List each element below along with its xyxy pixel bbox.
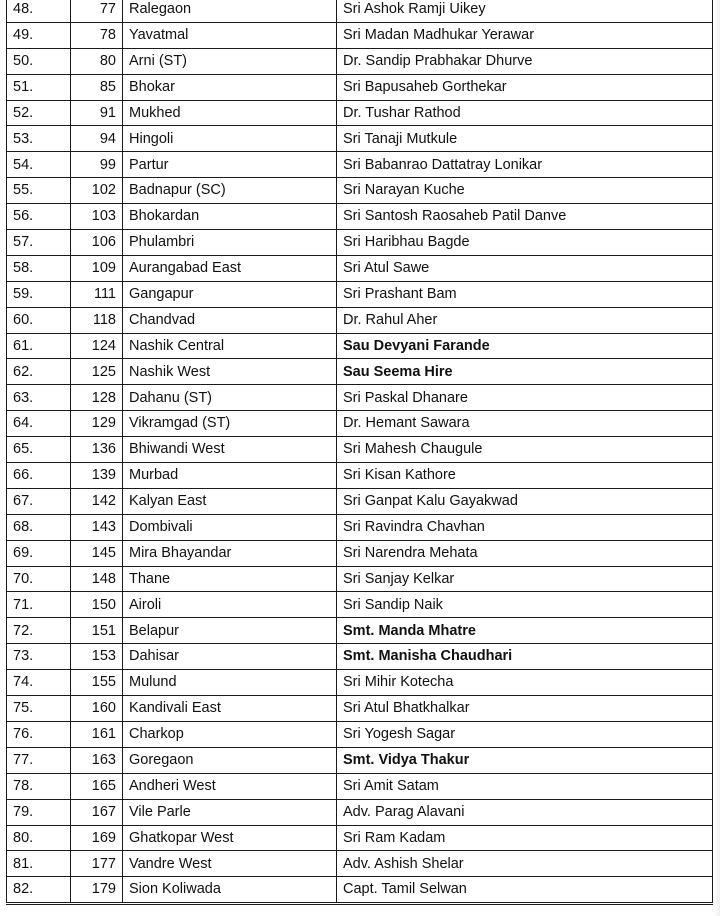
candidate-name-cell: Sri Sanjay Kelkar [337,566,713,592]
table-row [7,307,713,333]
constituency-number-cell: 160 [71,696,123,722]
candidate-name-cell: Sri Ashok Ramji Uikey [337,0,713,22]
constituency-name-cell: Goregaon [123,747,337,773]
constituency-name-cell: Arni (ST) [123,48,337,74]
constituency-name-cell: Belapur [123,618,337,644]
table-row [7,747,713,773]
constituency-number-cell: 142 [71,488,123,514]
constituency-name-cell: Chandvad [123,307,337,333]
constituency-number-cell: 150 [71,592,123,618]
serial-number-cell: 80. [7,825,71,851]
serial-number-cell: 65. [7,437,71,463]
constituency-number-cell: 109 [71,255,123,281]
serial-number-cell: 58. [7,255,71,281]
candidate-name-cell: Dr. Tushar Rathod [337,100,713,126]
serial-number-cell: 51. [7,74,71,100]
table-row [7,0,713,22]
constituency-name-cell: Bhiwandi West [123,437,337,463]
table-row [7,48,713,74]
serial-number-cell: 73. [7,644,71,670]
constituency-name-cell: Mulund [123,670,337,696]
serial-number-cell: 78. [7,773,71,799]
candidate-name-cell: Dr. Hemant Sawara [337,411,713,437]
candidate-name-cell: Sau Seema Hire [337,359,713,385]
constituency-number-cell: 163 [71,747,123,773]
table-row [7,721,713,747]
constituency-name-cell: Partur [123,152,337,178]
candidate-name-cell: Adv. Ashish Shelar [337,851,713,877]
constituency-name-cell: Ghatkopar West [123,825,337,851]
constituency-number-cell: 125 [71,359,123,385]
serial-number-cell: 49. [7,22,71,48]
constituency-name-cell: Andheri West [123,773,337,799]
constituency-name-cell: Vikramgad (ST) [123,411,337,437]
table-row [7,411,713,437]
serial-number-cell: 77. [7,747,71,773]
candidate-name-cell: Adv. Parag Alavani [337,799,713,825]
page-edge-shadow [714,0,720,916]
table-row [7,255,713,281]
table-row [7,592,713,618]
constituency-number-cell: 148 [71,566,123,592]
candidate-name-cell: Sri Atul Sawe [337,255,713,281]
constituency-name-cell: Ralegaon [123,0,337,22]
candidate-name-cell: Sri Amit Satam [337,773,713,799]
candidate-name-cell: Sri Kisan Kathore [337,463,713,489]
constituency-name-cell: Airoli [123,592,337,618]
candidate-list-table [6,0,713,905]
table-row [7,100,713,126]
constituency-number-cell: 153 [71,644,123,670]
serial-number-cell: 76. [7,721,71,747]
serial-number-cell: 64. [7,411,71,437]
constituency-name-cell: Gangapur [123,281,337,307]
constituency-name-cell: Dahisar [123,644,337,670]
constituency-name-cell: Kalyan East [123,488,337,514]
serial-number-cell: 55. [7,178,71,204]
candidate-name-cell: Sri Narayan Kuche [337,178,713,204]
table-row [7,488,713,514]
constituency-number-cell: 91 [71,100,123,126]
constituency-name-cell: Vandre West [123,851,337,877]
serial-number-cell: 59. [7,281,71,307]
table-row [7,514,713,540]
table-row [7,204,713,230]
constituency-name-cell: Bhokar [123,74,337,100]
serial-number-cell: 62. [7,359,71,385]
constituency-name-cell: Phulambri [123,230,337,256]
candidate-name-cell: Capt. Tamil Selwan [337,877,713,904]
serial-number-cell: 69. [7,540,71,566]
serial-number-cell: 66. [7,463,71,489]
serial-number-cell: 74. [7,670,71,696]
candidate-name-cell: Sri Bapusaheb Gorthekar [337,74,713,100]
serial-number-cell: 56. [7,204,71,230]
candidate-name-cell: Sri Sandip Naik [337,592,713,618]
serial-number-cell: 68. [7,514,71,540]
serial-number-cell: 61. [7,333,71,359]
table-row [7,359,713,385]
serial-number-cell: 67. [7,488,71,514]
candidate-name-cell: Smt. Vidya Thakur [337,747,713,773]
serial-number-cell: 82. [7,877,71,904]
serial-number-cell: 53. [7,126,71,152]
serial-number-cell: 50. [7,48,71,74]
candidate-name-cell: Sri Prashant Bam [337,281,713,307]
table-row [7,773,713,799]
constituency-number-cell: 128 [71,385,123,411]
table-row [7,178,713,204]
table-row [7,825,713,851]
constituency-name-cell: Nashik Central [123,333,337,359]
candidate-name-cell: Sri Mihir Kotecha [337,670,713,696]
serial-number-cell: 48. [7,0,71,22]
constituency-name-cell: Murbad [123,463,337,489]
constituency-number-cell: 77 [71,0,123,22]
candidate-name-cell: Sri Yogesh Sagar [337,721,713,747]
serial-number-cell: 63. [7,385,71,411]
constituency-name-cell: Vile Parle [123,799,337,825]
constituency-name-cell: Mira Bhayandar [123,540,337,566]
constituency-name-cell: Thane [123,566,337,592]
table-row [7,877,713,904]
constituency-number-cell: 99 [71,152,123,178]
candidate-name-cell: Sri Mahesh Chaugule [337,437,713,463]
constituency-number-cell: 161 [71,721,123,747]
serial-number-cell: 60. [7,307,71,333]
constituency-number-cell: 102 [71,178,123,204]
table-row [7,618,713,644]
constituency-number-cell: 151 [71,618,123,644]
table-row [7,281,713,307]
constituency-number-cell: 106 [71,230,123,256]
constituency-name-cell: Dombivali [123,514,337,540]
serial-number-cell: 52. [7,100,71,126]
table-row [7,152,713,178]
candidate-name-cell: Sri Ravindra Chavhan [337,514,713,540]
constituency-name-cell: Dahanu (ST) [123,385,337,411]
table-row [7,74,713,100]
constituency-name-cell: Mukhed [123,100,337,126]
constituency-name-cell: Hingoli [123,126,337,152]
constituency-number-cell: 85 [71,74,123,100]
serial-number-cell: 75. [7,696,71,722]
constituency-number-cell: 177 [71,851,123,877]
constituency-number-cell: 80 [71,48,123,74]
candidate-name-cell: Sri Narendra Mehata [337,540,713,566]
candidate-name-cell: Smt. Manisha Chaudhari [337,644,713,670]
table-row [7,22,713,48]
table-row [7,385,713,411]
table-row [7,437,713,463]
candidate-name-cell: Dr. Sandip Prabhakar Dhurve [337,48,713,74]
candidate-name-cell: Sri Babanrao Dattatray Lonikar [337,152,713,178]
constituency-name-cell: Bhokardan [123,204,337,230]
document-sheet [6,0,712,905]
table-row [7,540,713,566]
constituency-name-cell: Kandivali East [123,696,337,722]
candidate-name-cell: Dr. Rahul Aher [337,307,713,333]
serial-number-cell: 72. [7,618,71,644]
candidate-name-cell: Sau Devyani Farande [337,333,713,359]
constituency-name-cell: Charkop [123,721,337,747]
constituency-number-cell: 136 [71,437,123,463]
constituency-number-cell: 118 [71,307,123,333]
constituency-number-cell: 124 [71,333,123,359]
serial-number-cell: 70. [7,566,71,592]
constituency-number-cell: 155 [71,670,123,696]
table-row [7,126,713,152]
constituency-name-cell: Nashik West [123,359,337,385]
constituency-number-cell: 139 [71,463,123,489]
constituency-name-cell: Badnapur (SC) [123,178,337,204]
candidate-name-cell: Sri Santosh Raosaheb Patil Danve [337,204,713,230]
candidate-name-cell: Sri Ram Kadam [337,825,713,851]
table-row [7,644,713,670]
serial-number-cell: 81. [7,851,71,877]
constituency-number-cell: 179 [71,877,123,904]
candidate-name-cell: Sri Paskal Dhanare [337,385,713,411]
constituency-number-cell: 167 [71,799,123,825]
constituency-number-cell: 145 [71,540,123,566]
candidate-name-cell: Sri Madan Madhukar Yerawar [337,22,713,48]
constituency-number-cell: 111 [71,281,123,307]
table-row [7,696,713,722]
table-row [7,566,713,592]
serial-number-cell: 79. [7,799,71,825]
constituency-name-cell: Yavatmal [123,22,337,48]
constituency-number-cell: 103 [71,204,123,230]
table-body [7,0,713,904]
serial-number-cell: 71. [7,592,71,618]
table-row [7,463,713,489]
constituency-number-cell: 78 [71,22,123,48]
table-row [7,230,713,256]
constituency-number-cell: 129 [71,411,123,437]
constituency-name-cell: Sion Koliwada [123,877,337,904]
candidate-name-cell: Sri Haribhau Bagde [337,230,713,256]
candidate-name-cell: Sri Atul Bhatkhalkar [337,696,713,722]
candidate-name-cell: Smt. Manda Mhatre [337,618,713,644]
constituency-number-cell: 94 [71,126,123,152]
candidate-name-cell: Sri Tanaji Mutkule [337,126,713,152]
candidate-name-cell: Sri Ganpat Kalu Gayakwad [337,488,713,514]
constituency-number-cell: 165 [71,773,123,799]
constituency-number-cell: 143 [71,514,123,540]
serial-number-cell: 57. [7,230,71,256]
constituency-name-cell: Aurangabad East [123,255,337,281]
table-row [7,799,713,825]
table-row [7,670,713,696]
table-row [7,851,713,877]
serial-number-cell: 54. [7,152,71,178]
constituency-number-cell: 169 [71,825,123,851]
table-row [7,333,713,359]
